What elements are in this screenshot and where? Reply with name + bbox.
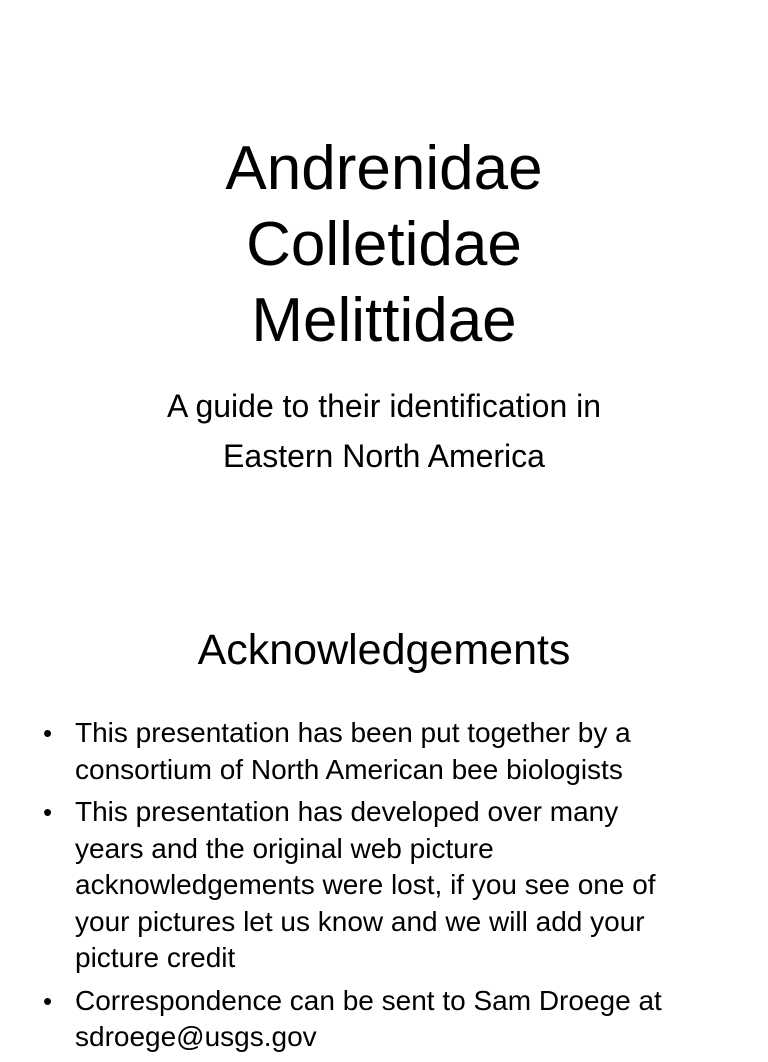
subtitle-line-1: A guide to their identification in [166, 388, 602, 424]
acknowledgements-heading: Acknowledgements [197, 626, 571, 674]
bullet-text-line: your pictures let us know and we will add your [75, 905, 645, 937]
bullet-text-line: years and the original web picture [75, 832, 494, 864]
acknowledgements-slide [0, 560, 768, 1052]
bullet-text-line: acknowledgements were lost, if you see one of [75, 869, 656, 900]
bullet-text-line: picture credit [75, 942, 236, 973]
bullet-text-line: consortium of North American bee biologists [75, 753, 623, 785]
bullet-text-line: This presentation has been put together by a [75, 717, 631, 748]
title-line-melittidae: Melittidae [251, 286, 517, 355]
bullet-icon: • [43, 797, 53, 827]
bullet-icon: • [43, 718, 53, 748]
title-line-andrenidae: Andrenidae [225, 134, 543, 203]
bullet-icon: • [43, 985, 53, 1016]
list-item-picture-credit [0, 794, 768, 977]
list-item-consortium [0, 715, 768, 788]
bullet-text-line: Correspondence can be sent to Sam Droege at [75, 984, 662, 1016]
slide-title [0, 131, 768, 359]
title-line-colletidae: Colletidae [246, 210, 522, 279]
bullet-text-line: sdroege@usgs.gov [75, 1021, 317, 1052]
list-item-correspondence [0, 983, 768, 1056]
slide-subtitle [0, 381, 768, 481]
bullet-text-line: This presentation has developed over many [75, 796, 619, 827]
acknowledgements-list [0, 715, 768, 1062]
subtitle-line-2: Eastern North America [223, 438, 545, 474]
